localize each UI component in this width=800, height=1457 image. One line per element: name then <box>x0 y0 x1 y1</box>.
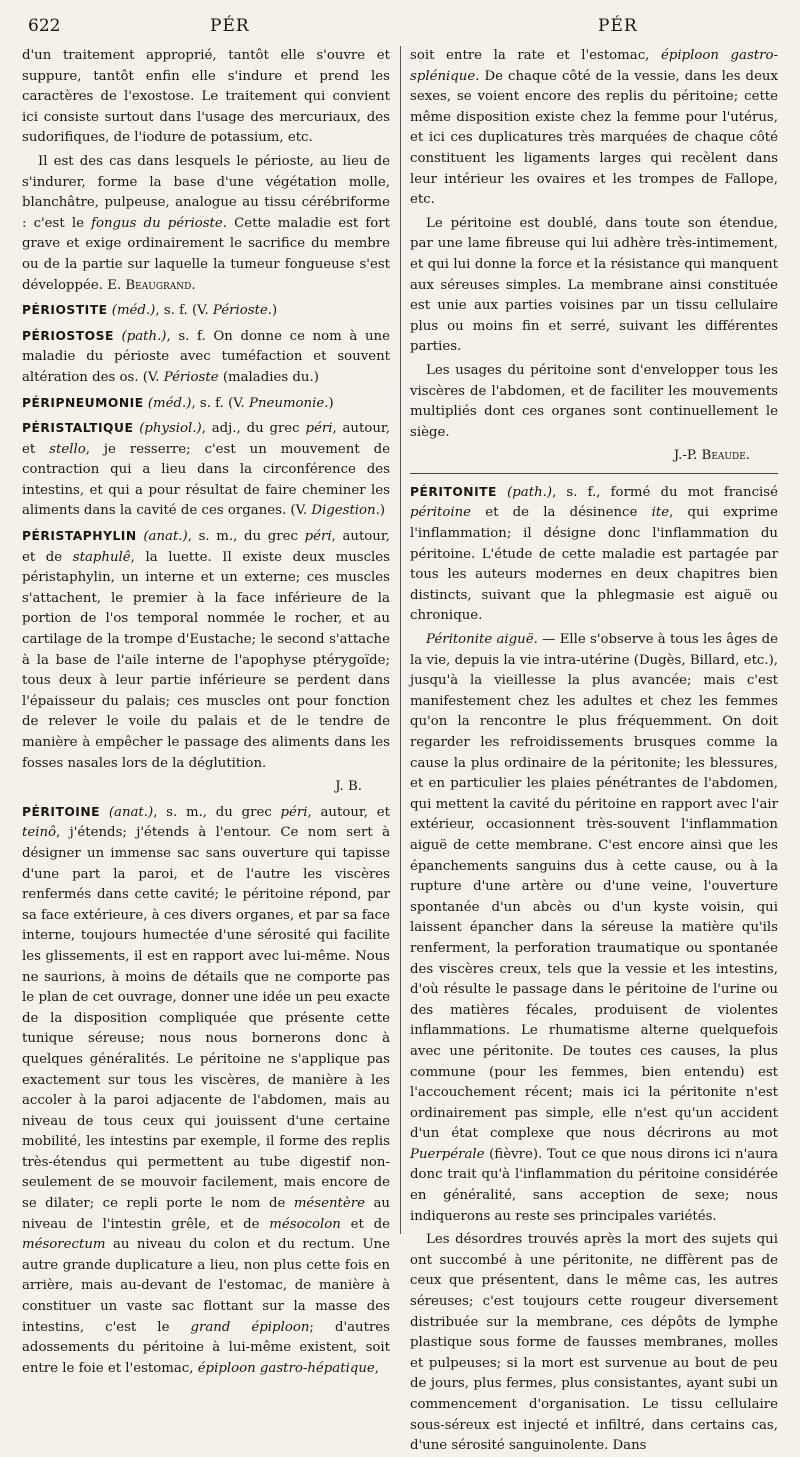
headword: PÉRIOSTITE <box>22 303 108 318</box>
paragraph: Les désordres trouvés après la mort des sujets qui ont succombé à une péritonite, ne diffèrent pas de ceux que présentent, dans le même cas, les autres séreuses; c'est toujours cette rougeur diversement distribuée sur la membrane, ces dépôts de lymphe plastique sous forme de fausses membranes, molles et pulpeuses; si la mort est survenue au bout de peu de jours, plus fermes, plus consistantes, ayant subi un commencement d'organisation. Le tissu cellulaire sous-séreux est injecté et infiltré, dans certains cas, d'une sérosité sanguinolente. Dans <box>410 1232 778 1454</box>
headword: PÉRITONITE <box>410 484 497 499</box>
entry-peristaltique: PÉRISTALTIQUE (physiol.), adj., du grec péri, autour, et stello, je resserre; c'est un mouvement de contraction qui a lieu dans la circonférence des intestins, et qui a pour résultat de faire cheminer les aliments dans la cavité de ces organes. (V. Digestion.) <box>22 421 391 519</box>
entry-peristaphylin: PÉRISTAPHYLIN (anat.), s. m., du grec péri, autour, et de staphulê, la luette. Il existe deux muscles péristaphylin, un interne et un externe; ces muscles s'attachent, le premier à la face inférieure de la portion de l'os temporal nommée le rocher, et au cartilage de la trompe d'Eustache; le second s'attache à la base de l'aile interne de l'apophyse ptérygoïde; tous deux à leur partie inférieure se perdent dans l'épaisseur du palais; ces muscles ont pour fonction de relever le voile du palais et de le tendre de manière à empêcher le passage des aliments dans les fosses nasales lors de la déglutition. <box>22 529 391 771</box>
paragraph: soit entre la rate et l'estomac, épiploon gastro-splénique. De chaque côté de la vessie, dans les deux sexes, se voient encore des replis du péritoine; cette même disposition existe chez la femme pour l'utérus, et ici ces duplicatures très marquées de chaque côté constituent les ligaments larges qui recèlent dans leur intérieur les ovaires et les trompes de Fallope, etc. <box>410 48 778 208</box>
page-header <box>22 16 778 42</box>
paragraph: Le péritoine est doublé, dans toute son étendue, par une lame fibreuse qui lui adhère très-intimement, et qui lui donne la force et la résistance qui manquent aux séreuses simples. La membrane ainsi constituée est unie aux parties voisines par un tissu cellulaire plus ou moins fin et serré, suivant les différentes parties. <box>410 215 778 355</box>
entry-peritonite: PÉRITONITE (path.), s. f., formé du mot francisé péritoine et de la désinence ite, qui exprime l'inflammation; il désigne donc l'inflammation du péritoine. L'étude de cette maladie est partagée par tous les auteurs modernes en deux chapitres bien distincts, suivant que la phlegmasie est aiguë ou chronique. <box>410 484 778 624</box>
entry-periostite: PÉRIOSTITE (méd.), s. f. (V. Périoste.) <box>22 303 278 319</box>
column-divider <box>400 46 401 1234</box>
author-signature: J. B. <box>335 779 362 795</box>
entry-peripneumonie: PÉRIPNEUMONIE (méd.), s. f. (V. Pneumonie.) <box>22 395 334 411</box>
headword: PÉRIOSTOSE <box>22 328 114 343</box>
paragraph: d'un traitement approprié, tantôt elle s'ouvre et suppure, tantôt enfin elle s'indure et prend les caractères de l'exostose. Le traitement qui convient ici consiste surtout dans l'usage des mercuriaux, des sudorifiques, de l'iodure de potassium, etc. <box>22 48 390 146</box>
author-signature: E. Beaugrand. <box>107 277 196 293</box>
entry-periostose: PÉRIOSTOSE (path.), s. f. On donne ce nom à une maladie du périoste avec tuméfaction et souvent altération des os. (V. Périoste (maladies du.) <box>22 328 390 385</box>
running-head-right: PÉR <box>598 16 638 36</box>
author-signature: J.-P. Beaude. <box>673 448 750 464</box>
paragraph: Les usages du péritoine sont d'envelopper tous les viscères de l'abdomen, et de faciliter les mouvements multipliés dont ces organes sont continuellement le siège. <box>410 362 778 440</box>
headword: PÉRISTALTIQUE <box>22 421 134 436</box>
running-head-left: PÉR <box>210 16 250 36</box>
right-column <box>410 46 778 1454</box>
entry-peritoine: PÉRITOINE (anat.), s. m., du grec péri, autour, et teinô, j'étends; j'étends à l'entour. Ce nom sert à désigner un immense sac sans ouverture qui tapisse d'une part la paroi, et de l'autre les viscères renfermés dans cette cavité; le péritoine répond, par sa face extérieure, à ces divers organes, et par sa face interne, toujours humectée d'une sérosité qui facilite les glissements, il est en rapport avec lui-même. Nous ne saurions, à moins de détails que ne comporte pas le plan de cet ouvrage, donner une idée un peu exacte de la disposition compliquée que présente cette tunique séreuse; nous nous bornerons donc à quelques généralités. Le péritoine ne s'applique pas exactement sur tous les viscères, de manière à les accoler à la paroi adjacente de l'abdomen, mais au niveau de tous ceux qui jouissent d'une certaine mobilité, les intestins par exemple, il forme des replis très-étendus qui permettent au tube digestif non-seulement de se mouvoir facilement, mais encore de se dilater; ce repli porte le nom de mésentère au niveau de l'intestin grêle, et de mésocolon et de mésorectum au niveau du colon et du rectum. Une autre grande duplicature a lieu, non plus cette fois en arrière, mais au-devant de l'estomac, de manière à constituer un vaste sac flottant sur la masse des intestins, c'est le grand épiploon; d'autres adossements du péritoine à lui-même existent, soit entre le foie et l'estomac, épiploon gastro-hépatique, <box>22 804 390 1376</box>
headword: PÉRIPNEUMONIE <box>22 395 144 410</box>
paragraph: Péritonite aiguë. — Elle s'observe à tous les âges de la vie, depuis la vie intra-utérine (Dugès, Billard, etc.), jusqu'à la vieillesse la plus avancée; mais c'est manifestement chez les adultes et chez les femmes qu'on la rencontre le plus fréquemment. On doit regarder les refroidissements brusques comme la cause la plus ordinaire de la péritonite; les blessures, et en particulier les plaies pénétrantes de l'abdomen, qui mettent la cavité du péritoine en rapport avec l'air extérieur, occasionnent très-souvent l'inflammation aiguë de cette membrane. C'est encore ainsi que les épanchements sanguins dus à cette cause, ou à la rupture d'une artère ou d'une veine, l'ouverture spontanée d'un abcès ou d'un kyste voisin, qui laissent épancher dans la séreuse la matière qu'ils renferment, la perforation traumatique ou spontanée des viscères creux, tels que la vessie et les intestins, d'où résulte le passage dans le péritoine de l'urine ou des matières fécales, produisent de violentes inflammations. Le rhumatisme alterne quelquefois avec une péritonite. De toutes ces causes, la plus commune (pour les femmes, bien entendu) est l'accouchement récent; mais ici la péritonite n'est ordinairement pas simple, elle n'est qu'un accident d'un état complexe que nous décrirons au mot Puerpérale (fièvre). Tout ce que nous dirons ici n'aura donc trait qu'à l'inflammation du péritoine considérée en généralité, sans acception de sexe; nous indiquerons au reste ses principales variétés. <box>410 632 778 1224</box>
page-number: 622 <box>28 16 61 36</box>
paragraph: Il est des cas dans lesquels le périoste, au lieu de s'indurer, forme la base d'une végétation molle, blanchâtre, pulpeuse, analogue au tissu cérébriforme : c'est le fongus du périoste. Cette maladie est fort grave et exige ordinairement le sacrifice du membre ou de la partie sur laquelle la tumeur fongueuse s'est développée. E. Beaugrand. <box>22 153 391 293</box>
headword: PÉRITOINE <box>22 804 101 819</box>
headword: PÉRISTAPHYLIN <box>22 529 137 544</box>
entry-separator <box>410 473 778 474</box>
subheading: Péritonite aiguë. <box>426 632 538 648</box>
left-column <box>22 46 391 1376</box>
